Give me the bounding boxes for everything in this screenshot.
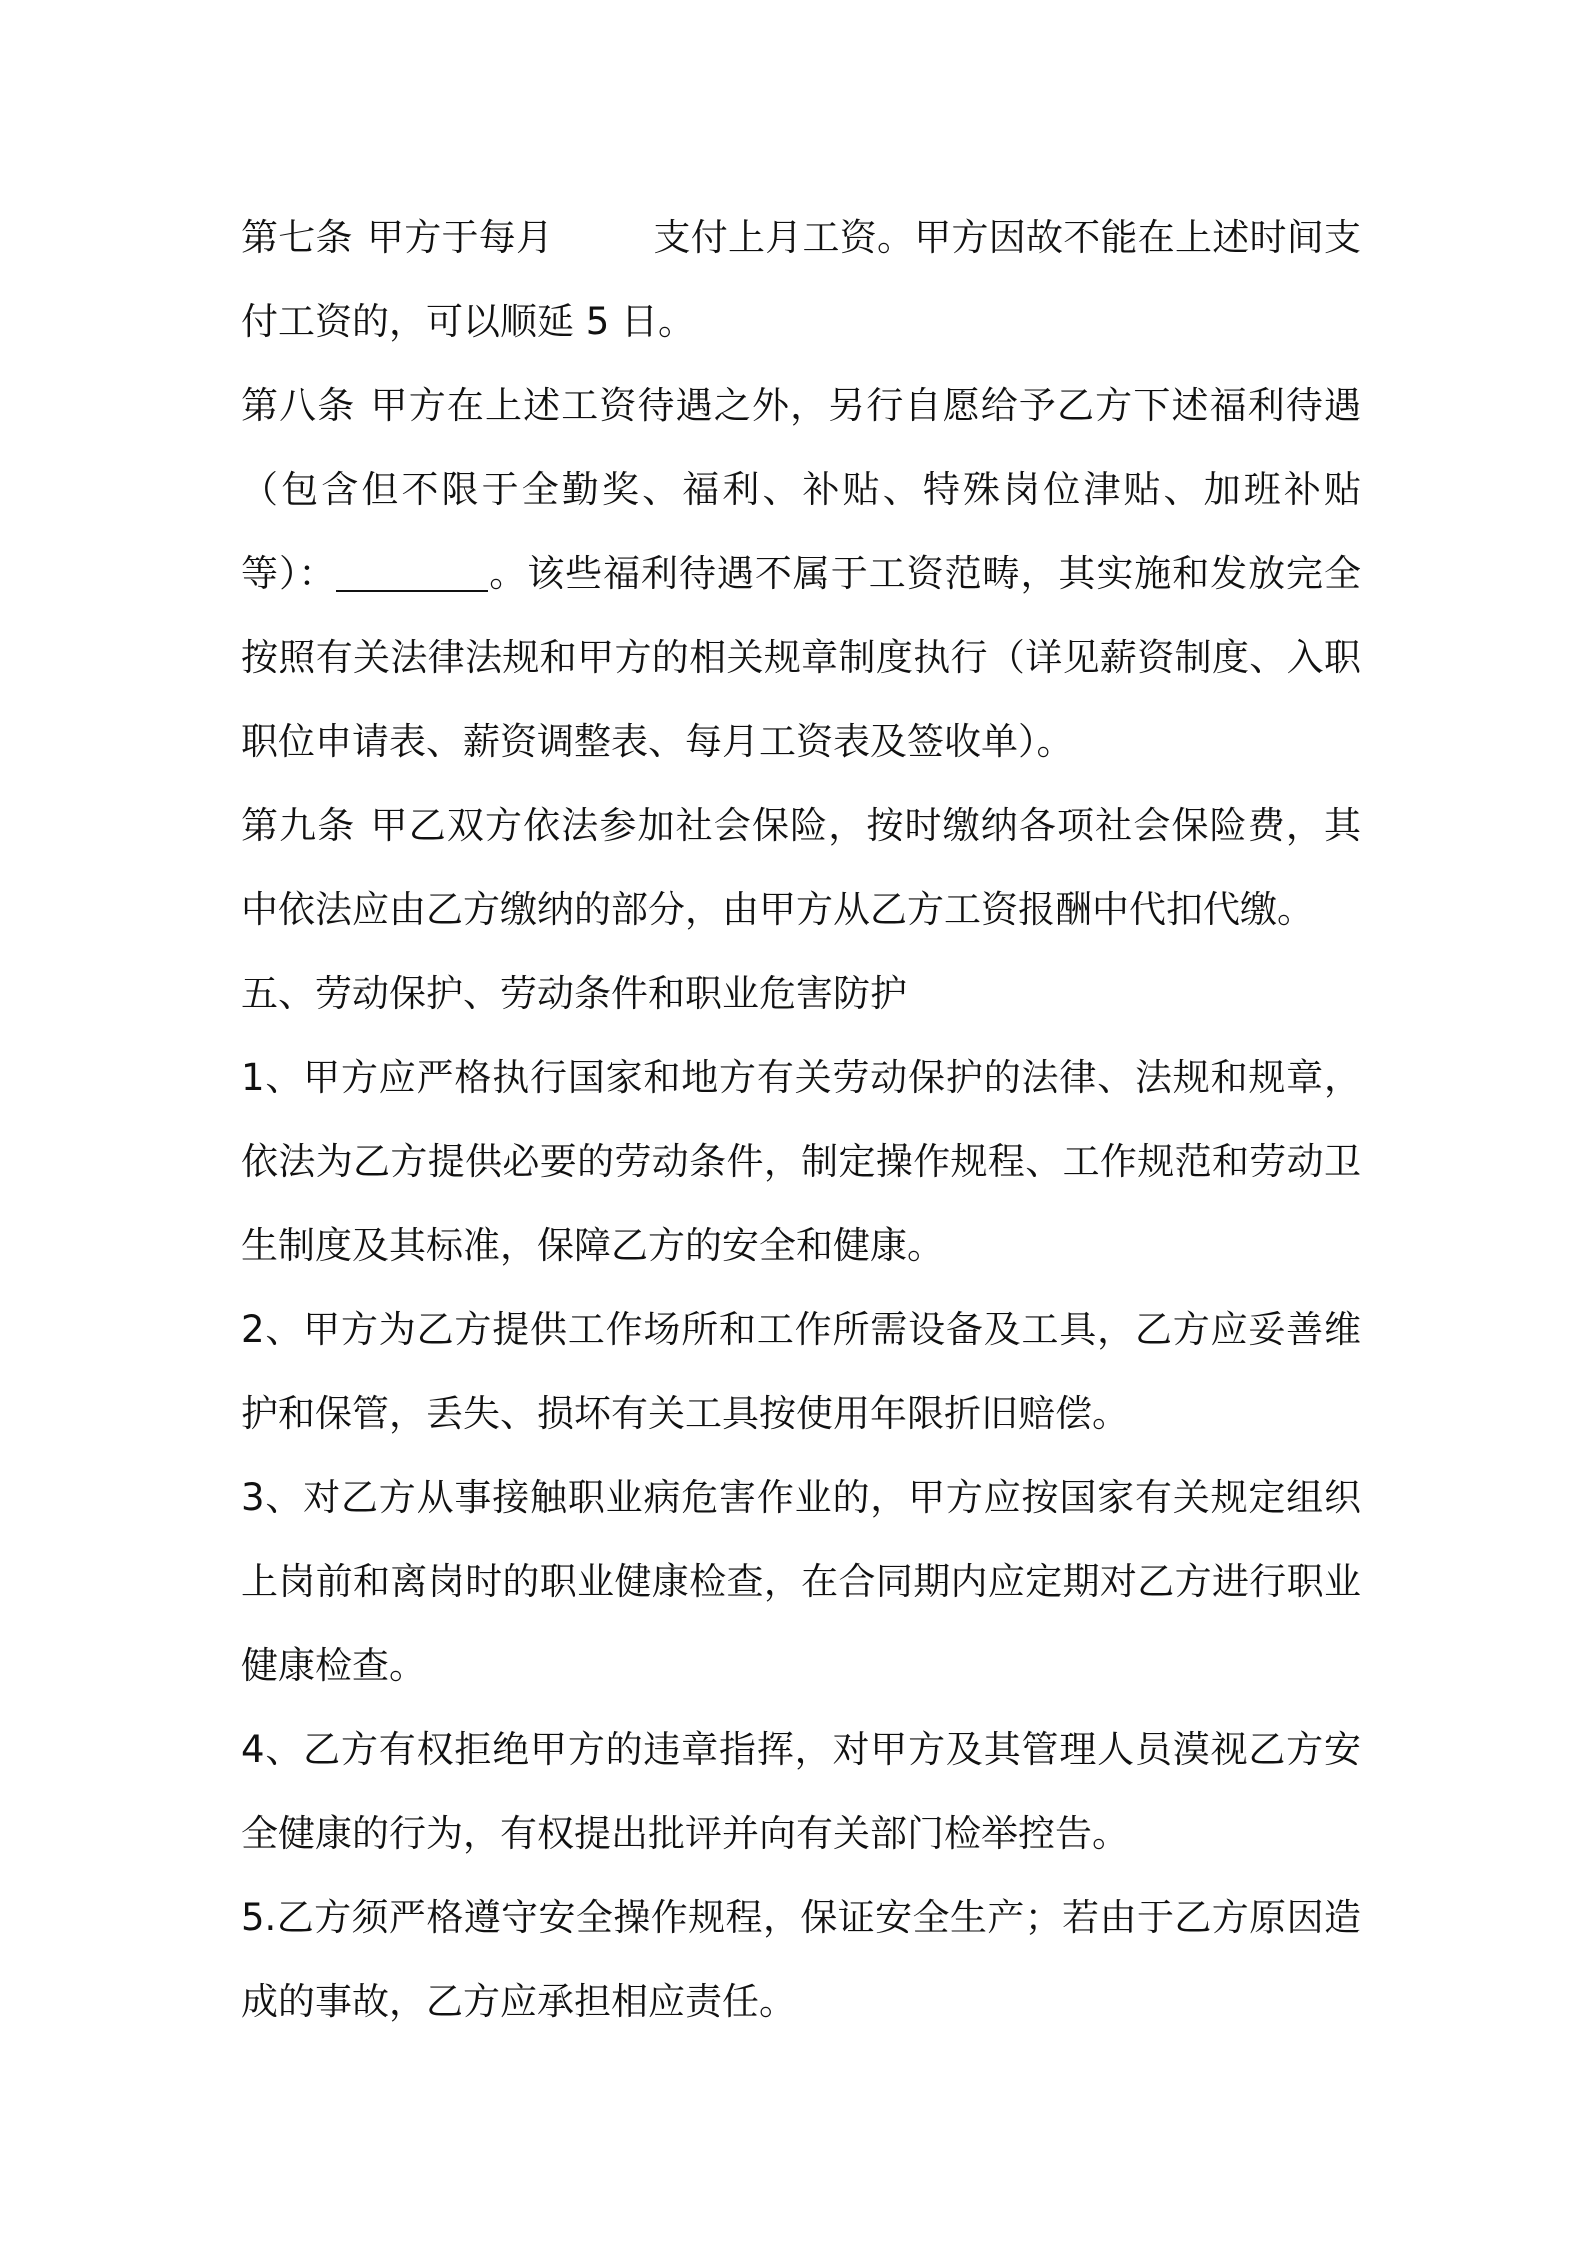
section-5-heading: 五、劳动保护、劳动条件和职业危害防护 xyxy=(241,972,907,1015)
article-7-text-b: 支付上月工资。甲方因故不能在上述时间支付工资的，可以顺延 5 日。 xyxy=(241,216,1361,343)
benefits-blank-line xyxy=(336,554,488,592)
article-7-label: 第七条 xyxy=(241,216,353,259)
article-8 xyxy=(241,364,1361,784)
item-4: 4、乙方有权拒绝甲方的违章指挥，对甲方及其管理人员漠视乙方安全健康的行为，有权提出批评并向有关部门检举控告。 xyxy=(241,1728,1361,1855)
item-1: 1、甲方应严格执行国家和地方有关劳动保护的法律、法规和规章，依法为乙方提供必要的劳动条件，制定操作规程、工作规范和劳动卫生制度及其标准，保障乙方的安全和健康。 xyxy=(241,1056,1361,1267)
article-7-text-a: 甲方于每月 xyxy=(366,216,554,259)
article-9-text: 甲乙双方依法参加社会保险，按时缴纳各项社会保险费，其中依法应由乙方缴纳的部分，由甲方从乙方工资报酬中代扣代缴。 xyxy=(241,804,1362,931)
article-7 xyxy=(241,196,1361,364)
article-8-text-b: 。该些福利待遇不属于工资范畴，其实施和发放完全按照有关法律法规和甲方的相关规章制度执行（详见薪资制度、入职职位申请表、薪资调整表、每月工资表及签收单）。 xyxy=(241,552,1361,763)
article-9 xyxy=(241,784,1361,952)
item-3: 3、对乙方从事接触职业病危害作业的，甲方应按国家有关规定组织上岗前和离岗时的职业健康检查，在合同期内应定期对乙方进行职业健康检查。 xyxy=(241,1476,1361,1687)
document-body xyxy=(241,196,1361,2044)
item-2: 2、甲方为乙方提供工作场所和工作所需设备及工具，乙方应妥善维护和保管，丢失、损坏有关工具按使用年限折旧赔偿。 xyxy=(241,1308,1361,1435)
article-8-label: 第八条 xyxy=(241,384,356,427)
article-8-text-a: 甲方在上述工资待遇之外，另行自愿给予乙方下述福利待遇（包含但不限于全勤奖、福利、补贴、特殊岗位津贴、加班补贴等）： xyxy=(241,384,1362,595)
article-9-label: 第九条 xyxy=(241,804,356,847)
item-5: 5.乙方须严格遵守安全操作规程，保证安全生产；若由于乙方原因造成的事故，乙方应承担相应责任。 xyxy=(241,1896,1361,2023)
